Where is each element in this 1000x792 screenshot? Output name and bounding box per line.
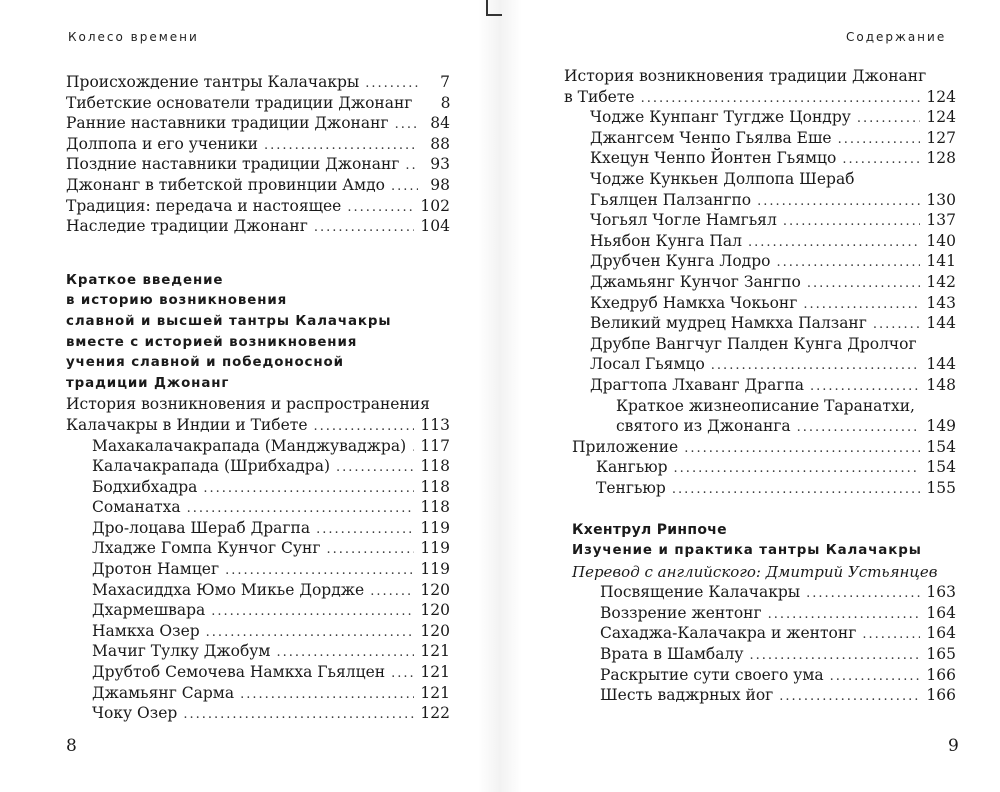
toc-entry-page: 141 <box>926 252 956 271</box>
toc-entry[interactable] <box>590 251 956 272</box>
dot-leader <box>711 356 921 377</box>
toc-entry-page: 104 <box>420 217 450 236</box>
toc-entry-title: Калачакры в Индии и Тибете <box>66 415 308 434</box>
toc-entry-title: Гьялцен Палзангпо <box>590 190 752 209</box>
section-heading-line: славной и высшей тантры Калачакры <box>66 313 392 329</box>
toc-entry[interactable] <box>92 538 450 559</box>
toc-entry-title: Воззрение жентонг <box>600 603 762 622</box>
toc-entry-page: 121 <box>420 683 450 702</box>
dot-leader <box>206 623 415 644</box>
toc-entry[interactable] <box>92 497 450 518</box>
toc-entry-title: Шесть ваджрных йог <box>600 686 774 705</box>
toc-entry[interactable] <box>590 128 956 149</box>
toc-entry-page: 154 <box>926 437 956 456</box>
toc-entry-page: 121 <box>420 663 450 682</box>
dot-leader <box>183 705 414 726</box>
toc-entry-title: Джангсем Ченпо Гьялва Еше <box>590 128 832 147</box>
toc-entry-page: 142 <box>926 272 956 291</box>
toc-entry-page: 118 <box>420 498 450 517</box>
toc-entry-page: 121 <box>420 642 450 661</box>
toc-entry-title: Ньябон Кунга Пал <box>590 231 742 250</box>
toc-entry[interactable] <box>600 582 956 603</box>
dot-leader <box>395 115 418 136</box>
dot-leader <box>768 605 921 626</box>
toc-entry-title: Джамьянг Кунчог Зангпо <box>590 272 801 291</box>
toc-entry[interactable] <box>590 354 956 375</box>
toc-entry[interactable] <box>66 154 450 175</box>
toc-entry-page: 120 <box>420 601 450 620</box>
toc-entry-page: 163 <box>926 583 956 602</box>
toc-entry[interactable] <box>92 580 450 601</box>
toc-entry-page: 137 <box>926 211 956 230</box>
dot-leader <box>674 459 921 480</box>
toc-entry-page: 119 <box>420 518 450 537</box>
toc-entry-title: Дротон Намцег <box>92 560 220 579</box>
toc-entry[interactable] <box>92 621 450 642</box>
toc-entry-page: 148 <box>926 375 956 394</box>
toc-entry-page: 165 <box>926 645 956 664</box>
toc-entry[interactable] <box>92 477 450 498</box>
toc-entry-page: 117 <box>420 436 450 455</box>
author-name: Кхентрул Ринпоче <box>572 522 727 539</box>
toc-entry[interactable] <box>600 603 956 624</box>
toc-entry-page: 166 <box>926 665 956 684</box>
dot-leader <box>203 479 414 500</box>
toc-entry-title: Калачакрапада (Шрибхадра) <box>92 457 331 476</box>
toc-entry-title: Друбтоб Семочева Намкха Гьялцен <box>92 663 386 682</box>
toc-entry[interactable] <box>564 87 956 108</box>
dot-leader <box>641 89 921 110</box>
dot-leader <box>684 439 920 460</box>
dot-leader <box>326 540 414 561</box>
toc-entry-title: Дхармешвара <box>92 601 206 620</box>
toc-entry-title: Чодже Кункьен Долпопа Шераб <box>590 169 855 188</box>
toc-group-indian-masters <box>66 436 450 724</box>
toc-entry-page: 154 <box>926 458 956 477</box>
toc-entry[interactable] <box>92 600 450 621</box>
toc-right <box>564 66 956 706</box>
toc-entry-title: Джонанг в тибетской провинции Амдо <box>66 175 385 194</box>
toc-entry[interactable] <box>590 313 956 334</box>
toc-entry-page: 140 <box>926 231 956 250</box>
dot-leader <box>391 664 414 685</box>
book-title: Изучение и практика тантры Калачакры <box>572 543 922 559</box>
toc-entry[interactable] <box>66 134 450 155</box>
dot-leader <box>225 561 414 582</box>
dot-leader <box>779 687 920 708</box>
toc-entry-title: Традиция: передача и настоящее <box>66 196 342 215</box>
running-head-right: Содержание <box>846 30 947 44</box>
dot-leader <box>797 418 921 439</box>
toc-entry-page: 128 <box>926 149 956 168</box>
dot-leader <box>347 198 414 219</box>
dot-leader <box>873 315 921 336</box>
toc-group-rinpoche <box>564 520 956 705</box>
toc-entry-title: Джамьянг Сарма <box>92 683 235 702</box>
toc-entry-page: 88 <box>430 134 450 153</box>
toc-entry-page: 7 <box>440 73 450 91</box>
running-head-left: Колесо времени <box>68 30 199 44</box>
toc-entry-title: Бодхибхадра <box>92 477 198 496</box>
dot-leader <box>838 130 921 151</box>
toc-entry-page: 98 <box>430 175 450 194</box>
dot-leader <box>240 685 414 706</box>
toc-entry-title: Раскрытие сути своего ума <box>600 665 824 684</box>
toc-entry-title: Лосал Гьямцо <box>590 355 705 374</box>
toc-entry-title: Ранние наставники традиции Джонанг <box>66 114 389 133</box>
dot-leader <box>365 74 418 95</box>
toc-entry-title: святого из Джонанга <box>616 417 791 436</box>
toc-group-appendix <box>564 437 956 499</box>
dot-leader <box>405 156 418 177</box>
toc-entry[interactable] <box>66 93 450 114</box>
dot-leader <box>803 295 920 316</box>
toc-entry[interactable] <box>92 518 450 539</box>
toc-entry-page: 144 <box>926 314 956 333</box>
dot-leader <box>748 233 920 254</box>
toc-entry-title: Махакалачакрапада (Манджуваджра) <box>92 436 407 455</box>
toc-entry-page: 149 <box>926 417 956 436</box>
toc-entry[interactable] <box>92 456 450 477</box>
toc-entry[interactable] <box>572 437 956 458</box>
toc-entry[interactable] <box>600 623 956 644</box>
toc-entry-title: в Тибете <box>564 87 635 106</box>
toc-group-tibetan-masters <box>564 107 956 437</box>
toc-entry[interactable] <box>596 478 956 499</box>
dot-leader <box>857 109 921 130</box>
toc-entry[interactable] <box>66 216 450 237</box>
toc-entry[interactable] <box>590 272 956 293</box>
toc-entry-page: 143 <box>926 293 956 312</box>
toc-entry[interactable] <box>590 148 956 169</box>
toc-entry-title: Наследие традиции Джонанг <box>66 217 308 236</box>
toc-entry-title: Кхедруб Намкха Чокьонг <box>590 293 798 312</box>
dot-leader <box>264 136 418 157</box>
toc-entry-title: Намкха Озер <box>92 621 200 640</box>
dot-leader <box>749 646 920 667</box>
dot-leader <box>842 150 920 171</box>
toc-left <box>66 72 450 724</box>
toc-entry[interactable] <box>92 436 450 457</box>
toc-entry-page: 118 <box>420 457 450 476</box>
toc-entry-title: Кхецун Ченпо Йонтен Гьямцо <box>590 149 837 168</box>
section-heading-line: Краткое введение <box>66 272 224 288</box>
page-number-left: 8 <box>66 736 77 756</box>
toc-entry-page: 120 <box>420 580 450 599</box>
toc-entry-page: 164 <box>926 624 956 643</box>
toc-entry[interactable] <box>66 196 450 217</box>
dot-leader <box>412 438 414 459</box>
toc-entry-title: Чодже Кунпанг Тугдже Цондру <box>590 108 851 127</box>
translation-credit: Перевод с английского: Дмитрий Устьянцев <box>572 562 938 581</box>
toc-entry-page: 144 <box>926 355 956 374</box>
toc-entry[interactable] <box>66 175 450 196</box>
toc-entry[interactable] <box>590 375 956 396</box>
page-number-right: 9 <box>948 736 959 756</box>
section-heading-line: учения славной и победоносной <box>66 355 344 371</box>
dot-leader <box>314 417 415 438</box>
toc-entry[interactable] <box>600 665 956 686</box>
toc-entry-page: 119 <box>420 560 450 579</box>
toc-entry-title: Лхадже Гомпа Кунчог Сунг <box>92 539 321 558</box>
toc-entry-title: Приложение <box>572 437 679 456</box>
dot-leader <box>776 253 920 274</box>
toc-entry-page: 127 <box>926 128 956 147</box>
dot-leader <box>672 480 921 501</box>
section-heading <box>66 271 450 395</box>
dot-leader <box>316 520 414 541</box>
toc-entry-page: 93 <box>430 155 450 174</box>
dot-leader <box>862 625 920 646</box>
toc-entry-page: 124 <box>926 108 956 127</box>
toc-entry-title: История возникновения традиции Джонанг <box>564 67 927 85</box>
toc-entry-title: Великий мудрец Намкха Палзанг <box>590 314 867 333</box>
toc-entry[interactable] <box>590 190 956 211</box>
dot-leader <box>276 643 414 664</box>
toc-entry-title: История возникновения и распространения <box>66 395 430 414</box>
dot-leader <box>314 218 415 239</box>
toc-entry[interactable] <box>66 113 450 134</box>
toc-entry-title: Посвящение Калачакры <box>600 583 801 602</box>
dot-leader <box>830 667 921 688</box>
dot-leader <box>757 192 920 213</box>
toc-entry-title: Махасиддха Юмо Микье Дордже <box>92 580 365 599</box>
toc-entry[interactable] <box>600 685 956 706</box>
toc-entry-page: 120 <box>420 621 450 640</box>
toc-entry-title: Кангьюр <box>596 458 668 477</box>
toc-entry[interactable] <box>616 416 956 437</box>
toc-entry-page: 8 <box>440 93 451 112</box>
toc-entry-page: 166 <box>926 686 956 705</box>
toc-entry-page: 113 <box>420 415 450 434</box>
toc-entry-page: 84 <box>430 114 450 133</box>
toc-entry-title: Тенгьюр <box>596 478 666 497</box>
toc-entry[interactable] <box>92 559 450 580</box>
toc-entry[interactable] <box>92 703 450 724</box>
dot-leader <box>806 584 920 605</box>
toc-entry[interactable] <box>66 72 450 93</box>
toc-entry[interactable] <box>92 662 450 683</box>
dot-leader <box>370 582 414 603</box>
dot-leader <box>336 458 414 479</box>
toc-group-history <box>66 72 450 237</box>
toc-entry-page: 119 <box>420 539 450 558</box>
dot-leader <box>391 177 418 198</box>
toc-entry[interactable] <box>92 683 450 704</box>
toc-entry[interactable] <box>590 231 956 252</box>
toc-entry-title: Поздние наставники традиции Джонанг <box>66 155 400 174</box>
toc-entry-title: Дро-лоцава Шераб Драгпа <box>92 518 311 537</box>
toc-entry-title: Друбчен Кунга Лодро <box>590 252 771 271</box>
section-heading-line: традиции Джонанг <box>66 375 230 391</box>
toc-entry-title: Друбпе Вангчуг Палден Кунга Дролчог <box>590 334 917 353</box>
toc-entry-title: Тибетские основатели традиции Джонанг <box>66 93 413 112</box>
toc-entry-page: 118 <box>420 477 450 496</box>
toc-entry-page: 102 <box>420 196 450 215</box>
right-page <box>500 0 1000 792</box>
toc-entry-page: 122 <box>420 704 450 723</box>
toc-entry[interactable] <box>590 107 956 128</box>
toc-entry-page: 130 <box>926 190 956 209</box>
section-heading-line: вместе с историей возникновения <box>66 334 358 350</box>
toc-entry-title: Сахаджа-Калачакра и жентонг <box>600 624 857 643</box>
toc-entry-title: Чоку Озер <box>92 704 178 723</box>
toc-entry-page: 164 <box>926 603 956 622</box>
toc-entry-title: Происхождение тантры Калачакры <box>66 73 360 91</box>
toc-entry-title: Краткое жизнеописание Таранатхи, <box>616 396 915 415</box>
toc-entry[interactable] <box>590 293 956 314</box>
toc-entry-title: Мачиг Тулку Джобум <box>92 642 271 661</box>
toc-entry[interactable] <box>590 210 956 231</box>
section-heading-line: в историю возникновения <box>66 293 288 309</box>
toc-entry-title: Долпопа и его ученики <box>66 134 258 153</box>
toc-entry-title: Драгтопа Лхаванг Драгпа <box>590 375 805 394</box>
toc-entry[interactable] <box>66 415 450 436</box>
dot-leader <box>211 602 414 623</box>
toc-entry-title: Врата в Шамбалу <box>600 645 744 664</box>
dot-leader <box>187 499 415 520</box>
toc-entry[interactable] <box>600 644 956 665</box>
toc-entry-title: Соманатха <box>92 498 181 517</box>
dot-leader <box>807 274 921 295</box>
toc-entry-page: 155 <box>926 478 956 497</box>
dot-leader <box>810 377 920 398</box>
toc-entry[interactable] <box>596 457 956 478</box>
toc-entry-title: Чогьял Чогле Намгьял <box>590 211 777 230</box>
toc-entry[interactable] <box>92 641 450 662</box>
dot-leader <box>783 212 921 233</box>
toc-entry-page: 124 <box>926 87 956 106</box>
